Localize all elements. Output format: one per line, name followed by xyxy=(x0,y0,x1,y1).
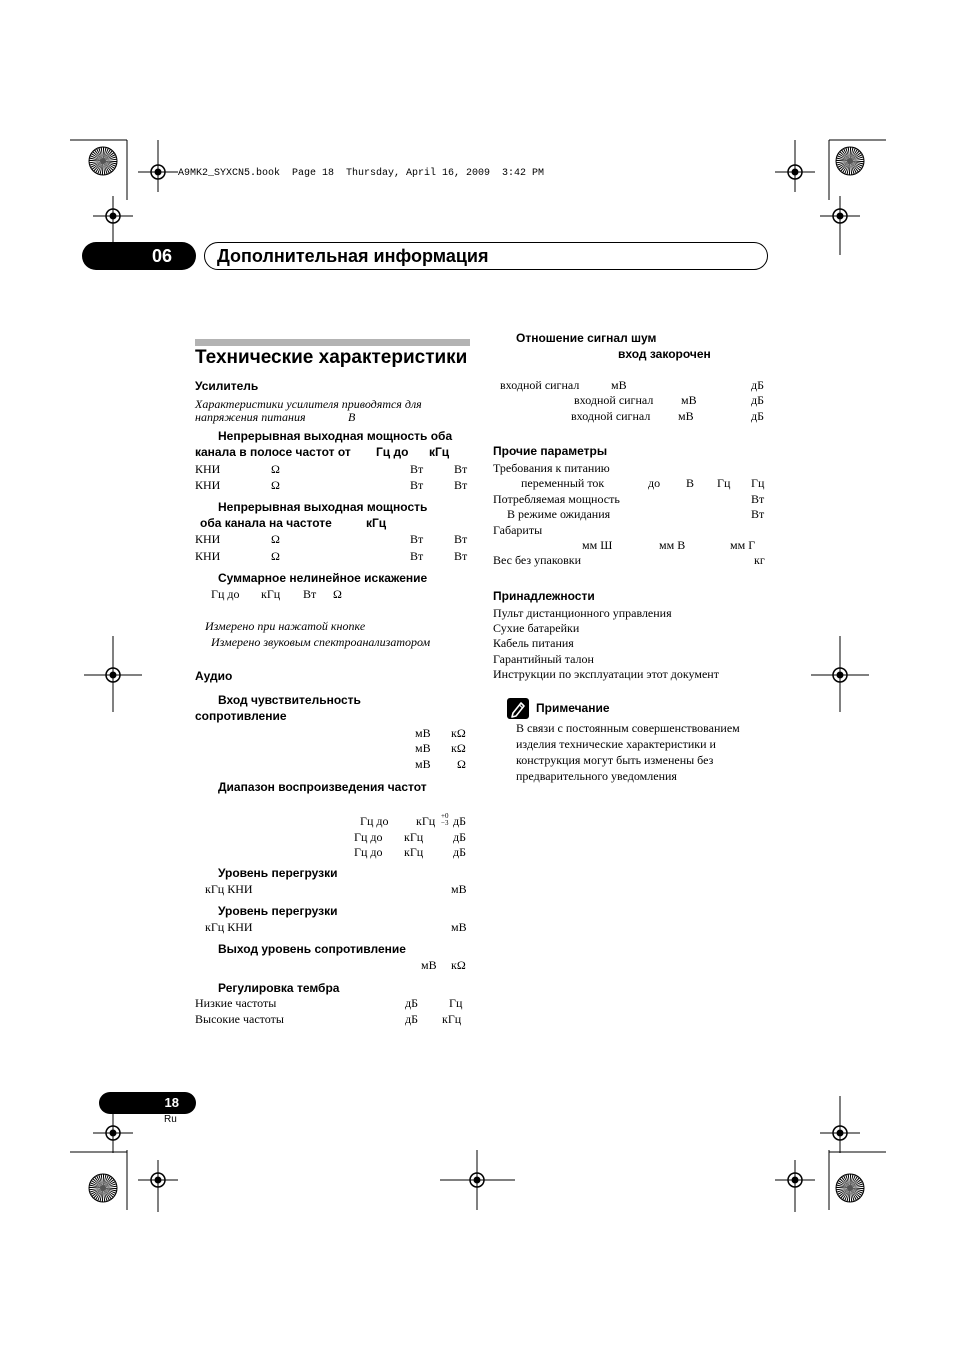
thd-row-c: Вт xyxy=(303,587,317,601)
input-heading-line1: Вход чувствительность xyxy=(218,693,361,707)
chapter-title-bar xyxy=(204,242,768,270)
thd-row-a: Гц до xyxy=(211,587,240,601)
cont1-row-d: Вт xyxy=(454,478,468,492)
power-req-label: Требования к питанию xyxy=(493,461,610,475)
output-heading: Выход уровень сопротивление xyxy=(218,942,406,956)
snr-row-a: мВ xyxy=(681,393,697,407)
dimensions-label: Габариты xyxy=(493,523,543,537)
page-number-badge xyxy=(99,1092,196,1114)
standby-unit: Вт xyxy=(751,507,765,521)
ac-row-a: до xyxy=(648,476,661,490)
cont1-row-d: Вт xyxy=(454,462,468,476)
cont1-heading-line1: Непрерывная выходная мощность оба xyxy=(218,429,453,443)
section-rule xyxy=(195,339,470,346)
accessory-item: Гарантийный талон xyxy=(493,652,594,666)
overload1-heading: Уровень перегрузки xyxy=(218,866,338,880)
ac-row-c: Гц xyxy=(717,476,731,490)
input-row-b: кΩ xyxy=(451,741,466,755)
amp-note-line2b: В xyxy=(348,410,356,424)
tone-row-b: кГц xyxy=(442,1012,462,1026)
tone-row-a: дБ xyxy=(405,1012,418,1026)
cont2-row-c: Вт xyxy=(410,549,424,563)
weight-label: Вес без упаковки xyxy=(493,553,582,567)
ac-row-d: Гц xyxy=(751,476,765,490)
cont1-row-b: Ω xyxy=(271,462,280,476)
output-row-b: кΩ xyxy=(451,958,466,972)
input-row-b: Ω xyxy=(457,757,466,771)
cont2-row-b: Ω xyxy=(271,549,280,563)
snr-row-a: мВ xyxy=(678,409,694,423)
consumption-unit: Вт xyxy=(751,492,765,506)
freq-row-c: дБ xyxy=(453,814,466,828)
input-row-b: кΩ xyxy=(451,726,466,740)
footnote-2: Измерено звуковым спектроанализатором xyxy=(211,635,431,649)
starburst-center xyxy=(847,158,853,164)
ac-row-b: В xyxy=(686,476,695,490)
crosshair-dot xyxy=(110,213,117,220)
freq-row-a: Гц до xyxy=(354,830,383,844)
cont2-heading-line2a: оба канала на частоте xyxy=(200,516,332,530)
snr-row-b: дБ xyxy=(751,393,764,407)
audio-heading: Аудио xyxy=(195,669,233,683)
cont1-heading-line2b: Гц до xyxy=(376,445,409,459)
freq-row-c: дБ xyxy=(453,830,466,844)
input-heading-line2: сопротивление xyxy=(195,709,287,723)
overload2-row-a: кГц КНИ xyxy=(205,920,253,934)
note-line: изделия технические характеристики и xyxy=(516,737,716,751)
output-row-a: мВ xyxy=(421,958,437,972)
freq-row-b: кГц xyxy=(416,814,436,828)
cont1-heading-line2a: канала в полосе частот от xyxy=(195,445,351,459)
ac-row-label: переменный ток xyxy=(521,476,605,490)
accessories-heading: Принадлежности xyxy=(493,589,595,603)
language-code: Ru xyxy=(164,1114,177,1125)
chapter-title: Дополнительная информация xyxy=(217,246,489,266)
crosshair-dot xyxy=(792,169,799,176)
page-number: 18 xyxy=(164,1095,179,1110)
overload2-heading: Уровень перегрузки xyxy=(218,904,338,918)
snr-heading-line2: вход закорочен xyxy=(618,347,711,361)
snr-row-b: дБ xyxy=(751,378,764,392)
starburst-center xyxy=(100,158,106,164)
print-info: A9MK2_SYXCN5.book Page 18 Thursday, April 16, 2009 3:42 PM xyxy=(178,168,545,179)
thd-row-d: Ω xyxy=(333,587,342,601)
chapter-number-badge xyxy=(82,242,196,270)
cont1-heading-line2c: кГц xyxy=(429,445,450,459)
crosshair-dot xyxy=(155,1177,162,1184)
note-line: В связи с постоянным совершенствованием xyxy=(516,721,740,735)
crosshair-dot xyxy=(792,1177,799,1184)
input-row-a: мВ xyxy=(415,726,431,740)
snr-row-label: входной сигнал xyxy=(500,378,580,392)
dim-row-b: мм В xyxy=(659,538,686,552)
input-row-a: мВ xyxy=(415,757,431,771)
accessory-item: Пульт дистанционного управления xyxy=(493,606,672,620)
weight-unit: кг xyxy=(754,553,765,567)
overload1-row-b: мВ xyxy=(451,882,467,896)
tone-row-label: Высокие частоты xyxy=(195,1012,284,1026)
crosshair-dot xyxy=(155,169,162,176)
thd-heading: Суммарное нелинейное искажение xyxy=(218,571,428,585)
freq-row-a: Гц до xyxy=(354,845,383,859)
note-pencil-icon xyxy=(507,698,529,719)
starburst-center xyxy=(847,1185,853,1191)
cont2-row-b: Ω xyxy=(271,532,280,546)
note-line: конструкция могут быть изменены без xyxy=(516,753,714,767)
crosshair-dot xyxy=(110,1130,117,1137)
cont1-row-c: Вт xyxy=(410,462,424,476)
snr-heading-line1: Отношение сигнал шум xyxy=(516,331,657,345)
freq-row-b: кГц xyxy=(404,830,424,844)
tone-heading: Регулировка тембра xyxy=(218,981,340,995)
chapter-number: 06 xyxy=(152,246,173,266)
overload1-row-a: кГц КНИ xyxy=(205,882,253,896)
cont2-row-c: Вт xyxy=(410,532,424,546)
cont1-row-b: Ω xyxy=(271,478,280,492)
misc-heading: Прочие параметры xyxy=(493,444,608,458)
note-line: предварительного уведомления xyxy=(516,769,677,783)
dim-row-a: мм Ш xyxy=(582,538,613,552)
snr-row-label: входной сигнал xyxy=(571,409,651,423)
snr-row-b: дБ xyxy=(751,409,764,423)
accessory-item: Инструкции по эксплуатации этот документ xyxy=(493,667,719,681)
section-title: Технические характеристики xyxy=(195,347,468,368)
freq-heading: Диапазон воспроизведения частот xyxy=(218,780,427,794)
tone-row-a: дБ xyxy=(405,996,418,1010)
cont1-row-a: КНИ xyxy=(195,478,221,492)
note-heading: Примечание xyxy=(536,701,610,715)
cont2-row-d: Вт xyxy=(454,532,468,546)
cont2-row-d: Вт xyxy=(454,549,468,563)
cont2-heading-line2b: кГц xyxy=(366,516,387,530)
freq-tolerance-minus: −3 xyxy=(441,819,449,827)
dim-row-c: мм Г xyxy=(730,538,756,552)
crosshair-dot xyxy=(837,213,844,220)
freq-row-c: дБ xyxy=(453,845,466,859)
freq-row-b: кГц xyxy=(404,845,424,859)
amp-heading: Усилитель xyxy=(195,379,259,393)
cont2-heading-line1: Непрерывная выходная мощность xyxy=(218,500,428,514)
cont1-row-c: Вт xyxy=(410,478,424,492)
cont1-row-a: КНИ xyxy=(195,462,221,476)
crosshair-dot xyxy=(837,1130,844,1137)
amp-note-line1: Характеристики усилителя приводятся для xyxy=(195,397,422,411)
overload2-row-b: мВ xyxy=(451,920,467,934)
cont2-row-a: КНИ xyxy=(195,532,221,546)
amp-note-line2a: напряжения питания xyxy=(195,410,306,424)
input-row-a: мВ xyxy=(415,741,431,755)
tone-row-label: Низкие частоты xyxy=(195,996,277,1010)
accessory-item: Сухие батарейки xyxy=(493,621,580,635)
freq-row-a: Гц до xyxy=(360,814,389,828)
footnote-1: Измерено при нажатой кнопке xyxy=(205,619,366,633)
snr-row-label: входной сигнал xyxy=(574,393,654,407)
snr-row-a: мВ xyxy=(611,378,627,392)
tone-row-b: Гц xyxy=(449,996,463,1010)
standby-label: В режиме ожидания xyxy=(507,507,611,521)
accessory-item: Кабель питания xyxy=(493,636,574,650)
cont2-row-a: КНИ xyxy=(195,549,221,563)
thd-row-b: кГц xyxy=(261,587,281,601)
freq-tolerance-plus: +0 xyxy=(441,812,449,820)
starburst-center xyxy=(100,1185,106,1191)
consumption-label: Потребляемая мощность xyxy=(493,492,620,506)
